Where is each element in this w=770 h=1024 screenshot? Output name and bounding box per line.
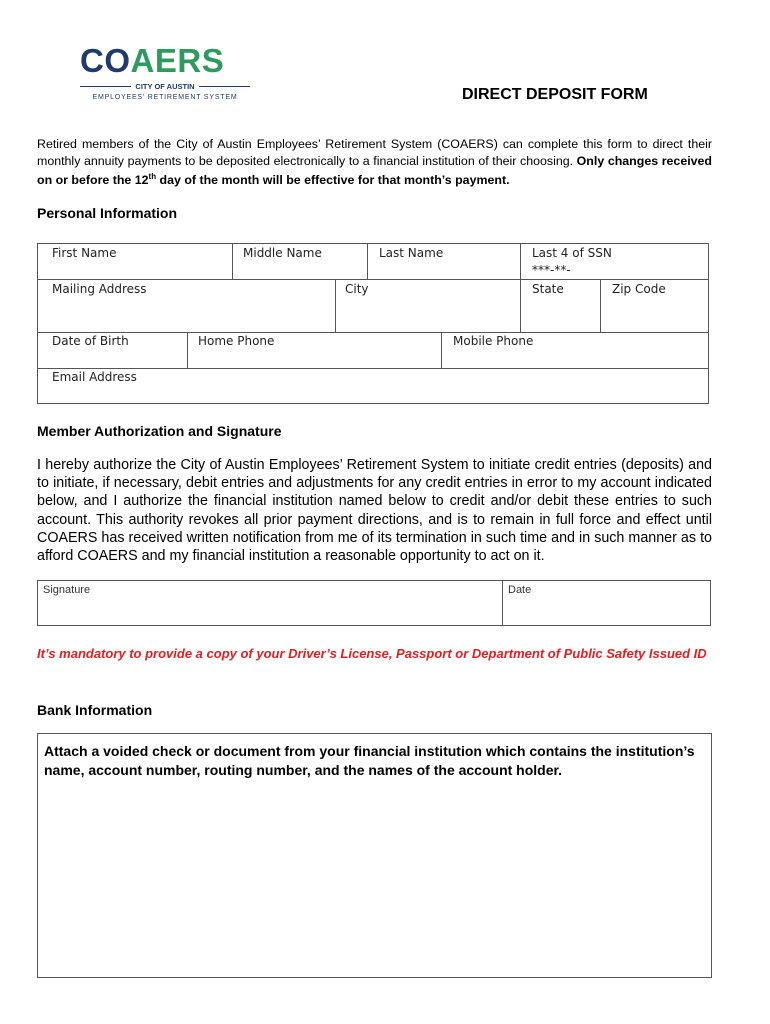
authorization-paragraph: I hereby authorize the City of Austin Employees’ Retirement System to initiate credit entries (deposits) and to initiate, if necessary, debit entries and adjustments for any credit entries in error to my account indicated below, and I authorize the financial institution named below to credit and/or debit these entries to such account. This authority revokes all prior payment directions, and is to remain in full force and effect until COAERS has received written notification from me of its termination in such time and in such manner as to afford COAERS and my financial institution a reasonable opportunity to act on it. bbox=[37, 457, 712, 565]
coaers-logo bbox=[80, 44, 250, 106]
authorization-heading: Member Authorization and Signature bbox=[37, 423, 282, 439]
home-phone-field[interactable]: Home Phone bbox=[198, 334, 275, 348]
intro-paragraph: Retired members of the City of Austin Employees’ Retirement System (COAERS) can complete this form to direct their monthly annuity payments to be deposited electronically to a financial institution of their choosing. Only changes received on or before the 12th day of the month will be effective for that month’s payment. bbox=[37, 137, 713, 188]
email-address-field[interactable]: Email Address bbox=[52, 370, 137, 384]
form-title: DIRECT DEPOSIT FORM bbox=[462, 86, 648, 103]
bank-info-heading: Bank Information bbox=[37, 702, 153, 718]
date-of-birth-field[interactable]: Date of Birth bbox=[52, 334, 129, 348]
signature-table bbox=[37, 580, 711, 626]
city-field[interactable]: City bbox=[345, 282, 369, 296]
middle-name-field[interactable]: Middle Name bbox=[243, 246, 322, 260]
personal-info-table bbox=[37, 243, 709, 404]
signature-field[interactable]: Signature bbox=[43, 584, 91, 596]
ssn-mask: ***-**- bbox=[532, 263, 571, 277]
logo-subtitle: EMPLOYEES' RETIREMENT SYSTEM bbox=[92, 94, 238, 101]
state-field[interactable]: State bbox=[532, 282, 564, 296]
mobile-phone-field[interactable]: Mobile Phone bbox=[453, 334, 534, 348]
bank-instructions: Attach a voided check or document from your financial institution which contains the institution’s name, account number, routing number, and the names of the account holder. bbox=[44, 743, 695, 778]
logo-city-line bbox=[80, 82, 250, 91]
ssn-field[interactable]: Last 4 of SSN bbox=[532, 246, 612, 260]
logo-city-text: CITY OF AUSTIN bbox=[135, 82, 195, 91]
logo-wordmark: COAERS bbox=[80, 42, 225, 79]
last-name-field[interactable]: Last Name bbox=[379, 246, 444, 260]
zip-code-field[interactable]: Zip Code bbox=[612, 282, 666, 296]
personal-info-heading: Personal Information bbox=[37, 205, 178, 221]
first-name-field[interactable]: First Name bbox=[52, 246, 117, 260]
mailing-address-field[interactable]: Mailing Address bbox=[52, 282, 147, 296]
mandatory-id-notice: It’s mandatory to provide a copy of your Driver’s License, Passport or Department of Public Safety Issued ID bbox=[37, 646, 707, 661]
date-field[interactable]: Date bbox=[508, 584, 532, 596]
